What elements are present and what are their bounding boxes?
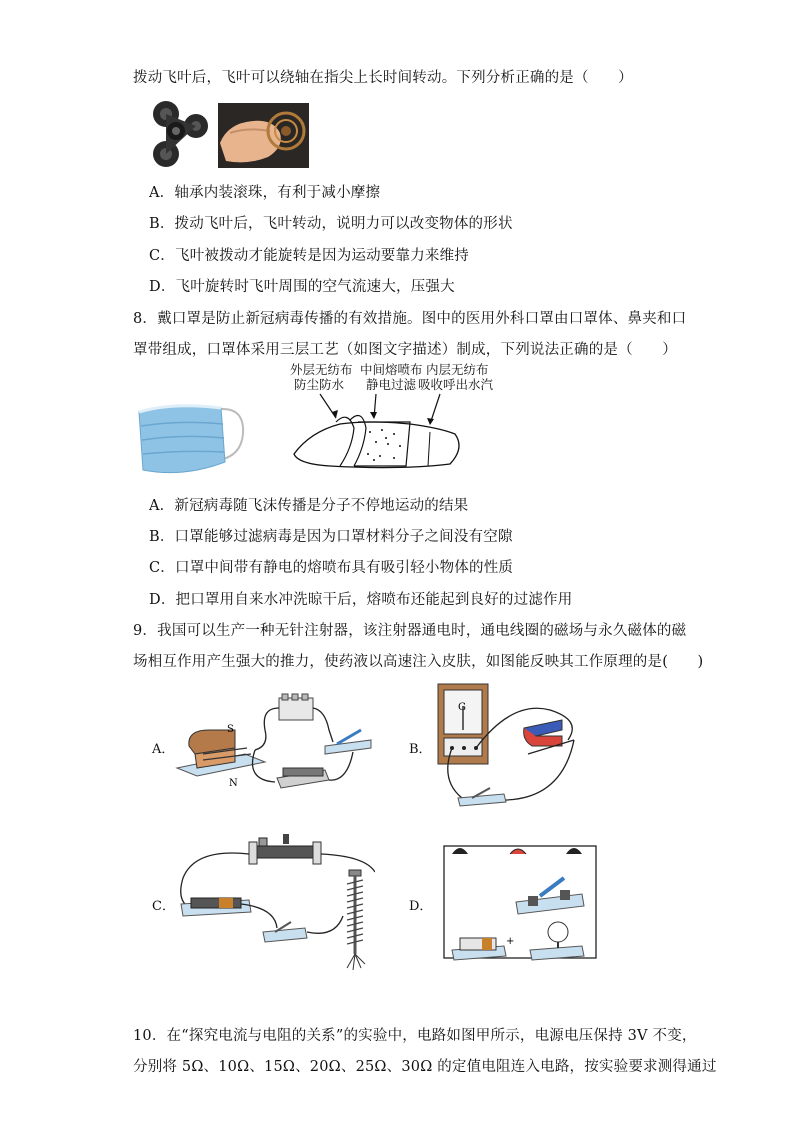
outer-layer-label-1: 外层无纺布 (290, 362, 353, 377)
magnet-s-label: S (227, 724, 234, 735)
q9-figure-b-galvanometer (432, 680, 607, 810)
q7-option-a: A．轴承内装滚珠，有利于减小摩擦 (149, 185, 381, 201)
q8-stem-line1: 8．戴口罩是防止新冠病毒传播的有效措施。图中的医用外科口罩由口罩体、鼻夹和口 (133, 311, 687, 327)
q7-stem: 拨动飞叶后，飞叶可以绕轴在指尖上长时间转动。下列分析正确的是（ ） (133, 70, 633, 86)
q9-figure-a-electric-swing (175, 690, 375, 800)
q9-stem-line2: 场相互作用产生强大的推力，使药液以高速注入皮肤，如图能反映其工作原理的是( ) (133, 654, 704, 670)
q10-stem-line1: 10．在“探究电流与电阻的关系”的实验中，电路如图甲所示，电源电压保持 3V 不变， (133, 1028, 697, 1044)
q8-option-c: C．口罩中间带有静电的熔喷布具有吸引轻小物体的性质 (149, 560, 514, 576)
q8-option-d: D．把口罩用自来水冲洗晾干后，熔喷布还能起到良好的过滤作用 (149, 592, 573, 608)
fidget-spinner-photo (148, 98, 210, 170)
magnet-n-label: N (229, 778, 238, 789)
outer-layer-label-2: 防尘防水 (294, 377, 345, 392)
inner-layer-label-2: 吸收呼出水汽 (418, 377, 494, 392)
inner-layer-label-1: 内层无纺布 (426, 362, 489, 377)
middle-layer-label-1: 中间熔喷布 (360, 362, 423, 377)
q9-figure-d-generator-circuit (432, 832, 612, 974)
q9-option-b-label: B． (409, 742, 432, 757)
surgical-mask-photo (133, 398, 248, 480)
q7-option-b: B．拨动飞叶后，飞叶转动，说明力可以改变物体的形状 (149, 216, 513, 232)
svg-text:+: + (506, 936, 515, 947)
q7-option-d: D．飞叶旋转时飞叶周围的空气流速大，压强大 (149, 279, 455, 295)
middle-layer-label-2: 静电过滤 (366, 377, 417, 392)
galvanometer-g-label: G (458, 702, 466, 713)
q9-option-a-label: A． (152, 742, 175, 757)
q8-option-a: A．新冠病毒随飞沫传播是分子不停地运动的结果 (149, 498, 469, 514)
q8-stem-line2: 罩带组成，口罩体采用三层工艺（如图文字描述）制成，下列说法正确的是（ ） (133, 342, 677, 358)
q9-option-c-label: C． (152, 899, 175, 914)
mask-layers-diagram (290, 362, 500, 474)
q8-option-b: B．口罩能够过滤病毒是因为口罩材料分子之间没有空隙 (149, 529, 513, 545)
q9-figure-c-electromagnet (175, 832, 375, 974)
q7-option-c: C．飞叶被拨动才能旋转是因为运动要靠力来维持 (149, 248, 469, 264)
q9-option-d-label: D． (409, 899, 433, 914)
finger-spinning-photo (218, 103, 309, 168)
q9-stem-line1: 9．我国可以生产一种无针注射器，该注射器通电时，通电线圈的磁场与永久磁体的磁 (133, 623, 687, 639)
q10-stem-line2: 分别将 5Ω、10Ω、15Ω、20Ω、25Ω、30Ω 的定值电阻连入电路，按实验要求测得通过 (133, 1059, 717, 1075)
